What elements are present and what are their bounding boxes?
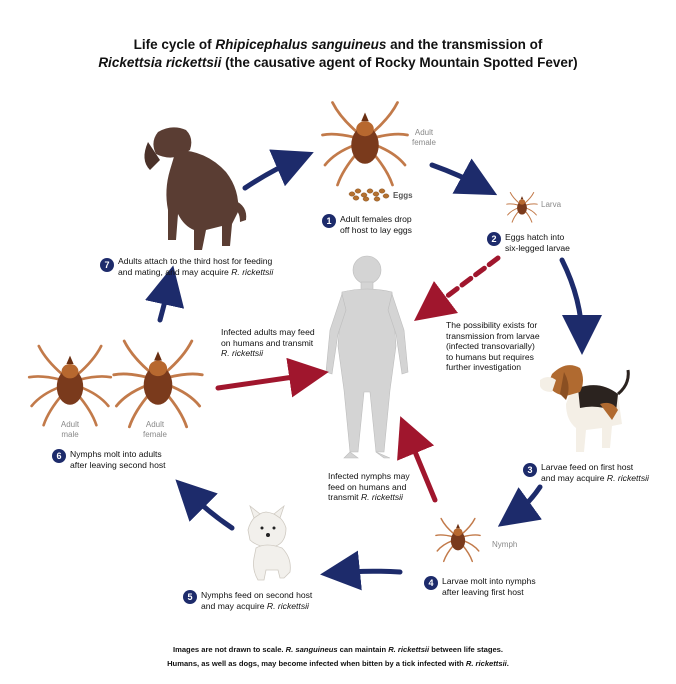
footnote-line1: Images are not drawn to scale. R. sanguineus can maintain R. rickettsii between life stages. (172, 645, 504, 654)
figure-title-line2: Rickettsia rickettsii (the causative agent of Rocky Mountain Spotted Fever) (98, 55, 578, 70)
step-3-text: Larvae feed on first host and may acquire R. rickettsii (541, 462, 649, 483)
arrow-adults-to-human (218, 374, 314, 388)
beagle-dog (540, 365, 628, 452)
step-badge-6: 6 (52, 449, 66, 463)
arrow-2-to-3 (562, 260, 582, 340)
arrow-6-to-7 (160, 280, 170, 320)
caption-adult-female-left: Adult female (142, 420, 167, 439)
caption-eggs: Eggs (393, 191, 413, 200)
arrow-3-to-4 (510, 487, 540, 518)
arrow-larva-to-human (426, 258, 498, 312)
note-larvae-possibility: The possibility exists for transmission from larvae (infected transovarially) to humans but requires further investigation (446, 320, 540, 372)
nymph-tick (436, 519, 480, 562)
figure-title-line1: Life cycle of Rhipicephalus sanguineus and the transmission of (133, 37, 543, 52)
step-badge-1: 1 (322, 214, 336, 228)
caption-larva: Larva (541, 200, 562, 209)
step-2-text: Eggs hatch into six-legged larvae (505, 232, 570, 253)
labrador-dog (144, 127, 246, 250)
step-1-text: Adult females drop off host to lay eggs (340, 214, 412, 235)
note-infected-nymphs: Infected nymphs may feed on humans and transmit R. rickettsii (328, 471, 410, 502)
step-badge-3: 3 (523, 463, 537, 477)
step-badge-5: 5 (183, 590, 197, 604)
arrow-4-to-5 (335, 571, 400, 573)
step-7-text: Adults attach to the third host for feeding and mating, and may acquire R. rickettsii (118, 256, 274, 277)
step-5-text: Nymphs feed on second host and may acquire R. rickettsii (201, 590, 313, 611)
arrow-nymph-to-human (406, 430, 435, 500)
adult-female-tick-left (114, 341, 202, 427)
footnote-line2: Humans, as well as dogs, may become infected when bitten by a tick infected with R. rickettsii. (167, 659, 509, 668)
caption-adult-female-top: Adult female (411, 128, 436, 147)
arrow-1-to-2 (432, 165, 484, 188)
step-badge-2: 2 (487, 232, 501, 246)
step-badge-4: 4 (424, 576, 438, 590)
adult-male-tick (29, 346, 111, 425)
caption-nymph: Nymph (492, 540, 518, 549)
step-badge-7: 7 (100, 258, 114, 272)
note-infected-adults: Infected adults may feed on humans and transmit R. rickettsii (221, 327, 315, 358)
human-silhouette (326, 256, 408, 458)
arrow-7-to-1 (245, 158, 300, 188)
larva-tick (507, 193, 538, 223)
arrow-5-to-6 (186, 490, 232, 528)
adult-female-tick-top (323, 103, 408, 186)
westie-dog (248, 506, 290, 580)
eggs-cluster (349, 189, 389, 201)
step-4-text: Larvae molt into nymphs after leaving first host (442, 576, 536, 597)
caption-adult-male: Adult male (60, 420, 80, 439)
step-6-text: Nymphs molt into adults after leaving second host (70, 449, 166, 470)
